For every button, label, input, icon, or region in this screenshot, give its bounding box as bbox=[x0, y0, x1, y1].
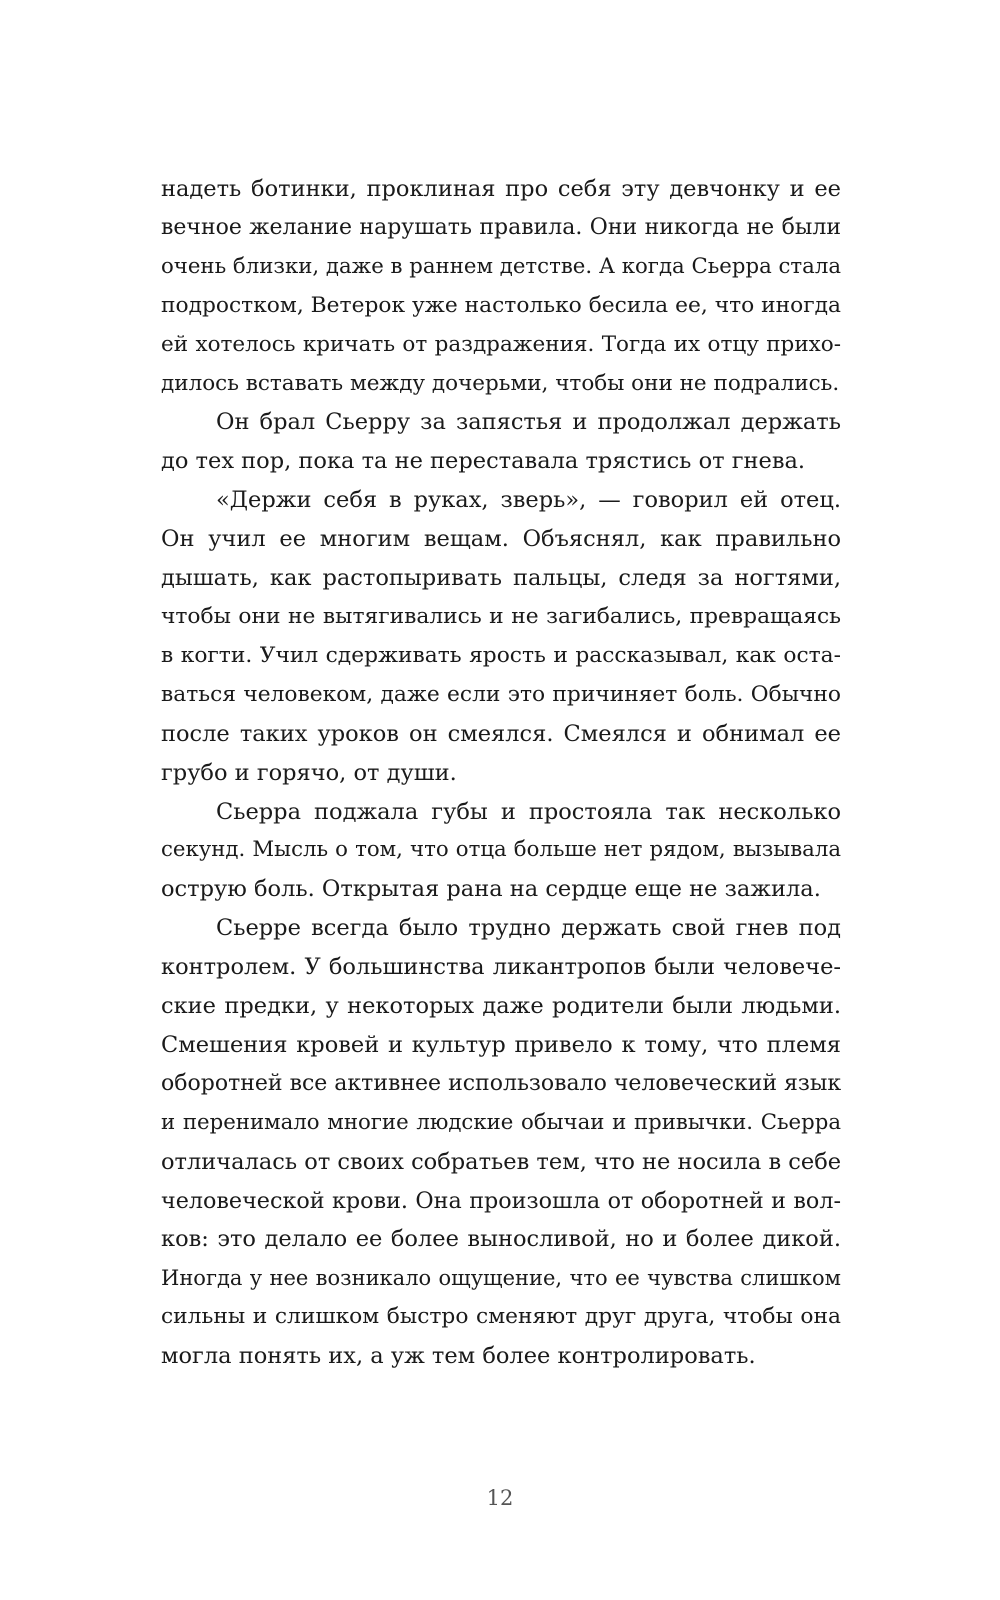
text-line: Он брал Сьерру за запястья и продолжал держать bbox=[216, 409, 841, 436]
text-line: очень близки, даже в раннем детстве. А когда Сьерра стала bbox=[161, 253, 841, 279]
text-line: ков: это делало ее более выносливой, но и более дикой. bbox=[161, 1226, 841, 1253]
text-line: дилось вставать между дочерьми, чтобы они не подрались. bbox=[161, 370, 840, 396]
text-line: чтобы они не вытягивались и не загибались, превращаясь bbox=[161, 603, 841, 629]
text-line: подростком, Ветерок уже настолько бесила ее, что иногда bbox=[161, 292, 841, 318]
text-line: надеть ботинки, проклиная про себя эту девчонку и ее bbox=[161, 176, 841, 202]
paragraph bbox=[161, 481, 841, 792]
text-line: Сьерре всегда было трудно держать свой гнев под bbox=[216, 915, 841, 942]
text-line: Он учил ее многим вещам. Объяснял, как правильно bbox=[161, 526, 841, 553]
paragraph bbox=[161, 793, 841, 910]
text-line: контролем. У большинства ликантропов были человече- bbox=[161, 954, 841, 981]
text-line: Смешения кровей и культур привело к тому, что племя bbox=[161, 1031, 841, 1058]
text-line: человеческой крови. Она произошла от оборотней и вол- bbox=[161, 1187, 841, 1214]
text-line: Иногда у нее возникало ощущение, что ее чувства слишком bbox=[161, 1266, 841, 1291]
text-line: отличалась от своих собратьев тем, что не носила в себе bbox=[161, 1148, 842, 1175]
paragraph bbox=[161, 403, 841, 481]
paragraph bbox=[161, 170, 841, 403]
text-line: до тех пор, пока та не переставала трястись от гнева. bbox=[161, 448, 806, 475]
text-line: «Держи себя в руках, зверь», — говорил ей отец. bbox=[216, 487, 841, 514]
text-line: острую боль. Открытая рана на сердце еще не зажила. bbox=[161, 876, 821, 903]
text-line: ей хотелось кричать от раздражения. Тогда их отцу прихо- bbox=[161, 331, 841, 357]
text-line: ваться человеком, даже если это причиняет боль. Обычно bbox=[161, 681, 841, 707]
text-line: сильны и слишком быстро сменяют друг друга, чтобы она bbox=[161, 1304, 841, 1330]
text-line: могла понять их, а уж тем более контролировать. bbox=[161, 1343, 756, 1370]
text-line: грубо и горячо, от души. bbox=[161, 759, 457, 786]
text-line: в когти. Учил сдерживать ярость и рассказывал, как оста- bbox=[161, 642, 841, 668]
text-line: и перенимало многие людские обычаи и привычки. Сьерра bbox=[161, 1109, 841, 1135]
page-number: 12 bbox=[486, 1486, 514, 1510]
text-line: дышать, как растопыривать пальцы, следя за ногтями, bbox=[161, 565, 841, 592]
body-text bbox=[161, 170, 841, 1376]
text-line: ские предки, у некоторых даже родители были людьми. bbox=[161, 993, 841, 1020]
text-line: Сьерра поджала губы и простояла так несколько bbox=[216, 798, 841, 825]
text-line: оборотней все активнее использовало человеческий язык bbox=[161, 1070, 842, 1096]
text-line: после таких уроков он смеялся. Смеялся и обнимал ее bbox=[161, 720, 841, 747]
text-line: вечное желание нарушать правила. Они никогда не были bbox=[161, 214, 841, 240]
paragraph bbox=[161, 909, 841, 1376]
text-line: секунд. Мысль о том, что отца больше нет рядом, вызывала bbox=[161, 837, 841, 863]
